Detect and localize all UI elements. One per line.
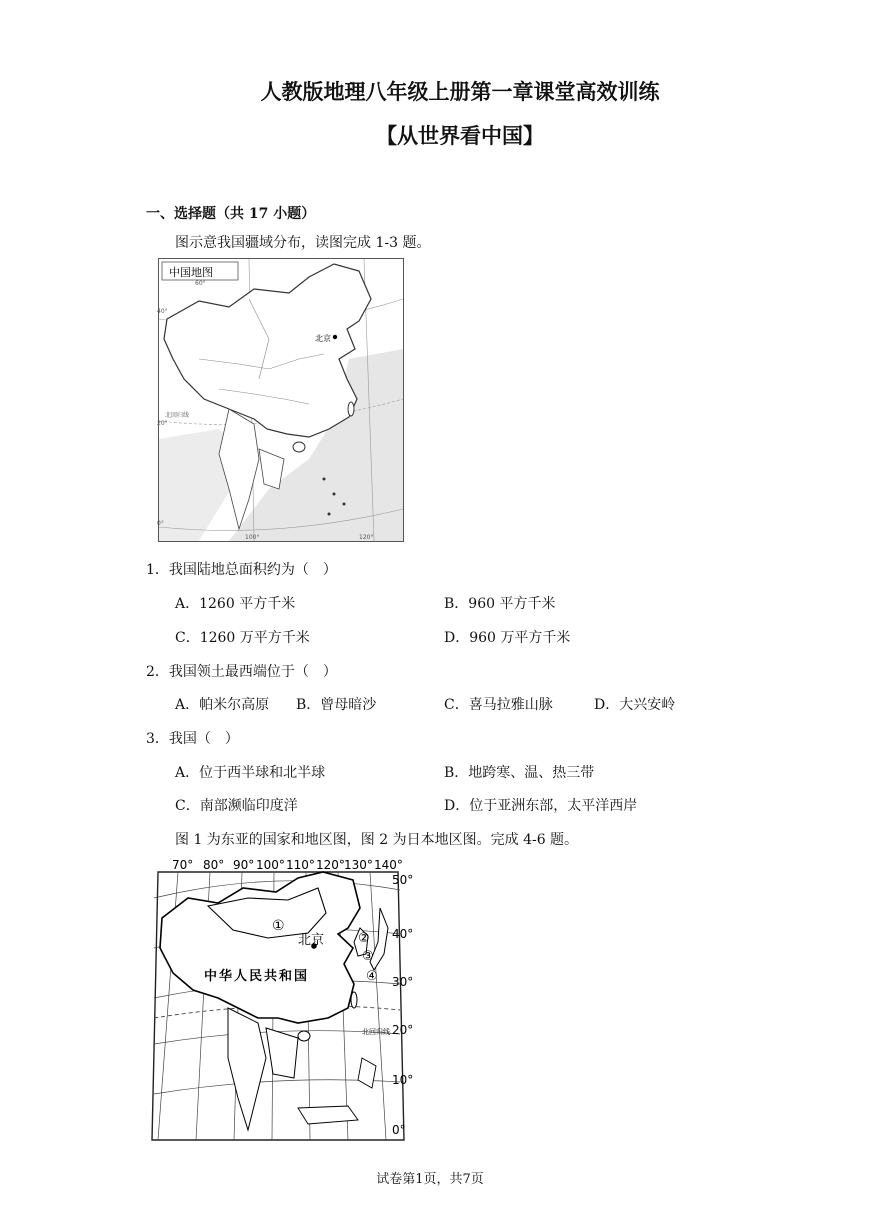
map2-marker-3: ③ [362,949,374,964]
map2-country-label: 中华人民共和国 [204,969,310,984]
map2-lon-label: 130° [344,858,373,872]
map2-city-label: 北京 [298,933,325,948]
map1-lat-label: 40° [157,308,168,315]
map2-marker-4: ④ [366,969,378,984]
document-subtitle: 【从世界看中国】 [376,123,544,148]
question-1-stem: 1．我国陆地总面积约为（ ） [146,562,337,578]
map1-lat-label: 20° [157,420,168,427]
question-2-option-b: B．曾母暗沙 [296,697,377,713]
map1-lon-label: 100° [245,534,260,541]
map2-lat-label: 10° [392,1073,414,1087]
question-1-option-b: B．960 平方千米 [444,596,556,612]
question-2-option-c: C．喜马拉雅山脉 [444,697,553,713]
question-1-option-c: C．1260 万平方千米 [175,630,310,646]
map2-marker-1: ① [272,918,285,934]
map2-lat-label: 0° [392,1123,406,1137]
question-3-option-d: D．位于亚洲东部，太平洋西岸 [444,798,638,814]
map1-lat-label: 0° [157,520,164,527]
china-map-figure [158,258,404,542]
page-footer: 试卷第1页，共7页 [376,1172,484,1187]
question-3-option-b: B．地跨寒、温、热三带 [444,765,595,781]
map2-lon-label: 140° [374,858,403,872]
question-1-option-a: A．1260 平方千米 [175,596,296,612]
question-3-option-a: A．位于西半球和北半球 [175,765,326,781]
question-2-option-d: D．大兴安岭 [594,697,676,713]
map1-city-label: 北京 [315,334,331,343]
map2-marker-2: ② [358,931,370,946]
question-3-option-c: C．南部濒临印度洋 [175,798,298,814]
map1-lon-label: 60° [195,280,206,287]
question-3-stem: 3．我国（ ） [146,731,239,747]
map2-lat-label: 20° [392,1023,414,1037]
map2-lon-label: 80° [203,858,225,872]
east-asia-map-svg [148,858,414,1144]
intro-text-2: 图 1 为东亚的国家和地区图，图 2 为日本地区图。完成 4-6 题。 [175,832,579,848]
intro-text-1: 图示意我国疆域分布，读图完成 1-3 题。 [175,235,431,251]
question-2-option-a: A．帕米尔高原 [175,697,270,713]
map2-lat-label: 40° [392,927,414,941]
map1-title: 中国地图 [169,266,213,279]
map1-tropic-label: 北回归线 [165,412,190,419]
east-asia-map-figure [148,858,414,1144]
section-heading: 一、选择题（共 17 小题） [146,206,316,222]
map2-lon-label: 90° [233,858,255,872]
map2-lon-label: 70° [172,858,194,872]
map2-lon-label: 100° [256,858,285,872]
china-map-svg [159,259,403,541]
question-2-stem: 2．我国领土最西端位于（ ） [146,664,337,680]
map2-lat-label: 50° [392,873,414,887]
map2-tropic-label: 北回归线 [362,1028,390,1036]
map1-lon-label: 120° [359,534,374,541]
map2-lon-label: 110° [286,858,315,872]
map2-lon-label: 120° [316,858,345,872]
map2-lat-label: 30° [392,975,414,989]
document-title: 人教版地理八年级上册第一章课堂高效训练 [260,79,660,104]
question-1-option-d: D．960 万平方千米 [444,630,571,646]
